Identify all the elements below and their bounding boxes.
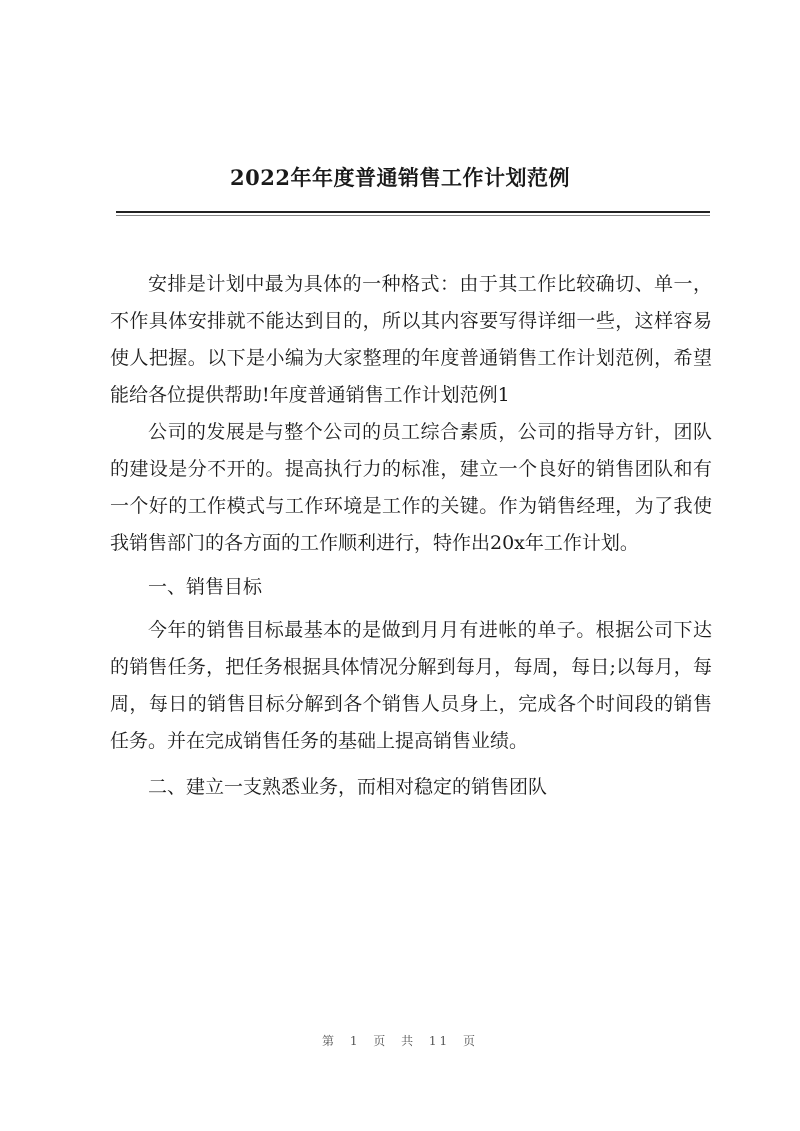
- section-heading-sales-team: 二、建立一支熟悉业务，而相对稳定的销售团队: [148, 776, 548, 798]
- title-divider-thin: [116, 215, 710, 216]
- paragraph-sales-target: 今年的销售目标最基本的是做到月月有进帐的单子。根据公司下达的销售任务，把任务根据具体情况分解到每月，每周，每日;以每月，每周，每日的销售目标分解到各个销售人员身上，完成各个时间段的销售任务。并在完成销售任务的基础上提高销售业绩。: [110, 619, 712, 752]
- section-heading-sales-target: 一、销售目标: [148, 576, 263, 598]
- page-title: 2022年年度普通销售工作计划范例: [230, 165, 570, 190]
- paragraph-intro: 安排是计划中最为具体的一种格式：由于其工作比较确切、单一，不作具体安排就不能达到目的，所以其内容要写得详细一些，这样容易使人把握。以下是小编为大家整理的年度普通销售工作计划范例，希望能给各位提供帮助!年度普通销售工作计划范例1: [110, 273, 712, 406]
- page-footer-indicator: 第 1 页 共 11 页: [322, 1034, 478, 1048]
- paragraph-overview: 公司的发展是与整个公司的员工综合素质，公司的指导方针，团队的建设是分不开的。提高执行力的标准，建立一个良好的销售团队和有一个好的工作模式与工作环境是工作的关键。作为销售经理，为了我使我销售部门的各方面的工作顺利进行，特作出20x年工作计划。: [110, 421, 712, 554]
- title-divider: [116, 211, 710, 213]
- document-body: [110, 266, 712, 806]
